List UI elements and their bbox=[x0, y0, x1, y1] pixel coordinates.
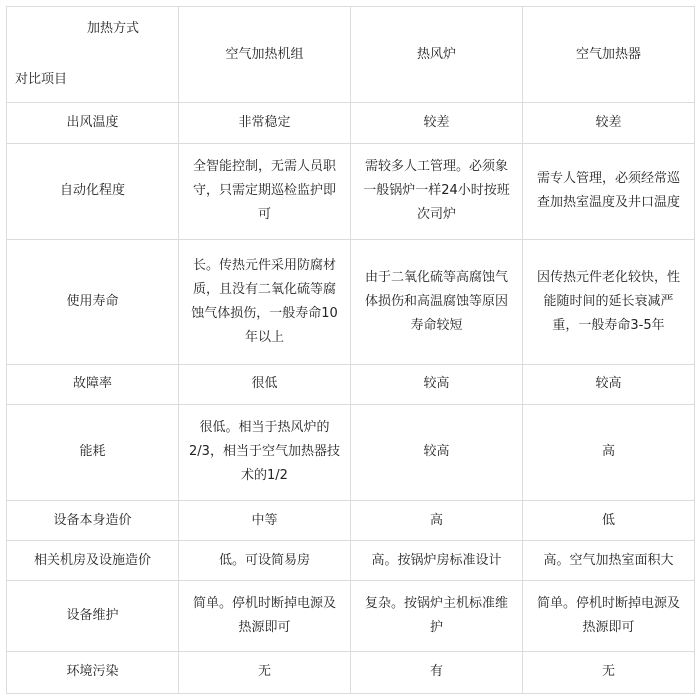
table-cell: 很低 bbox=[179, 364, 351, 404]
table-cell: 非常稳定 bbox=[179, 103, 351, 143]
table-cell: 很低。相当于热风炉的2/3，相当于空气加热器技术的1/2 bbox=[179, 404, 351, 500]
table-cell: 低 bbox=[523, 501, 695, 541]
row-label: 环境污染 bbox=[7, 651, 179, 693]
row-label: 能耗 bbox=[7, 404, 179, 500]
column-header: 热风炉 bbox=[351, 7, 523, 103]
table-row bbox=[7, 541, 695, 581]
table-cell: 高。按锅炉房标准设计 bbox=[351, 541, 523, 581]
table-row bbox=[7, 143, 695, 239]
table-cell: 较高 bbox=[351, 364, 523, 404]
row-label: 设备维护 bbox=[7, 581, 179, 651]
corner-bottom-label: 对比项目 bbox=[15, 72, 68, 88]
table-row bbox=[7, 501, 695, 541]
table-cell: 高。空气加热室面积大 bbox=[523, 541, 695, 581]
row-label: 使用寿命 bbox=[7, 239, 179, 364]
table-cell: 高 bbox=[351, 501, 523, 541]
table-cell: 全智能控制，无需人员职守，只需定期巡检监护即可 bbox=[179, 143, 351, 239]
table-cell: 较高 bbox=[523, 364, 695, 404]
table-cell: 简单。停机时断掉电源及热源即可 bbox=[523, 581, 695, 651]
table-cell: 无 bbox=[179, 651, 351, 693]
table-cell: 复杂。按锅炉主机标准维护 bbox=[351, 581, 523, 651]
row-label: 相关机房及设施造价 bbox=[7, 541, 179, 581]
table-row bbox=[7, 581, 695, 651]
table-cell: 较高 bbox=[351, 404, 523, 500]
table-row bbox=[7, 404, 695, 500]
corner-top-label: 加热方式 bbox=[87, 21, 140, 36]
table-cell: 长。传热元件采用防腐材质，且没有二氧化硫等腐蚀气体损伤，一般寿命10年以上 bbox=[179, 239, 351, 364]
table-cell: 有 bbox=[351, 651, 523, 693]
comparison-table bbox=[6, 6, 695, 694]
table-row bbox=[7, 364, 695, 404]
table-row bbox=[7, 651, 695, 693]
column-header: 空气加热机组 bbox=[179, 7, 351, 103]
table-cell: 需专人管理，必须经常巡查加热室温度及井口温度 bbox=[523, 143, 695, 239]
table-cell: 较差 bbox=[351, 103, 523, 143]
table-cell: 需较多人工管理。必须象一般锅炉一样24小时按班次司炉 bbox=[351, 143, 523, 239]
table-cell: 简单。停机时断掉电源及热源即可 bbox=[179, 581, 351, 651]
table-row bbox=[7, 103, 695, 143]
row-label: 自动化程度 bbox=[7, 143, 179, 239]
table-cell: 中等 bbox=[179, 501, 351, 541]
row-label: 设备本身造价 bbox=[7, 501, 179, 541]
table-cell: 低。可设简易房 bbox=[179, 541, 351, 581]
table-row bbox=[7, 239, 695, 364]
header-row bbox=[7, 7, 695, 103]
table-cell: 因传热元件老化较快，性能随时间的延长衰减严重，一般寿命3-5年 bbox=[523, 239, 695, 364]
table-cell: 较差 bbox=[523, 103, 695, 143]
row-label: 故障率 bbox=[7, 364, 179, 404]
corner-cell bbox=[7, 7, 179, 103]
column-header: 空气加热器 bbox=[523, 7, 695, 103]
table-cell: 高 bbox=[523, 404, 695, 500]
table-cell: 由于二氧化硫等高腐蚀气体损伤和高温腐蚀等原因寿命较短 bbox=[351, 239, 523, 364]
row-label: 出风温度 bbox=[7, 103, 179, 143]
table-cell: 无 bbox=[523, 651, 695, 693]
